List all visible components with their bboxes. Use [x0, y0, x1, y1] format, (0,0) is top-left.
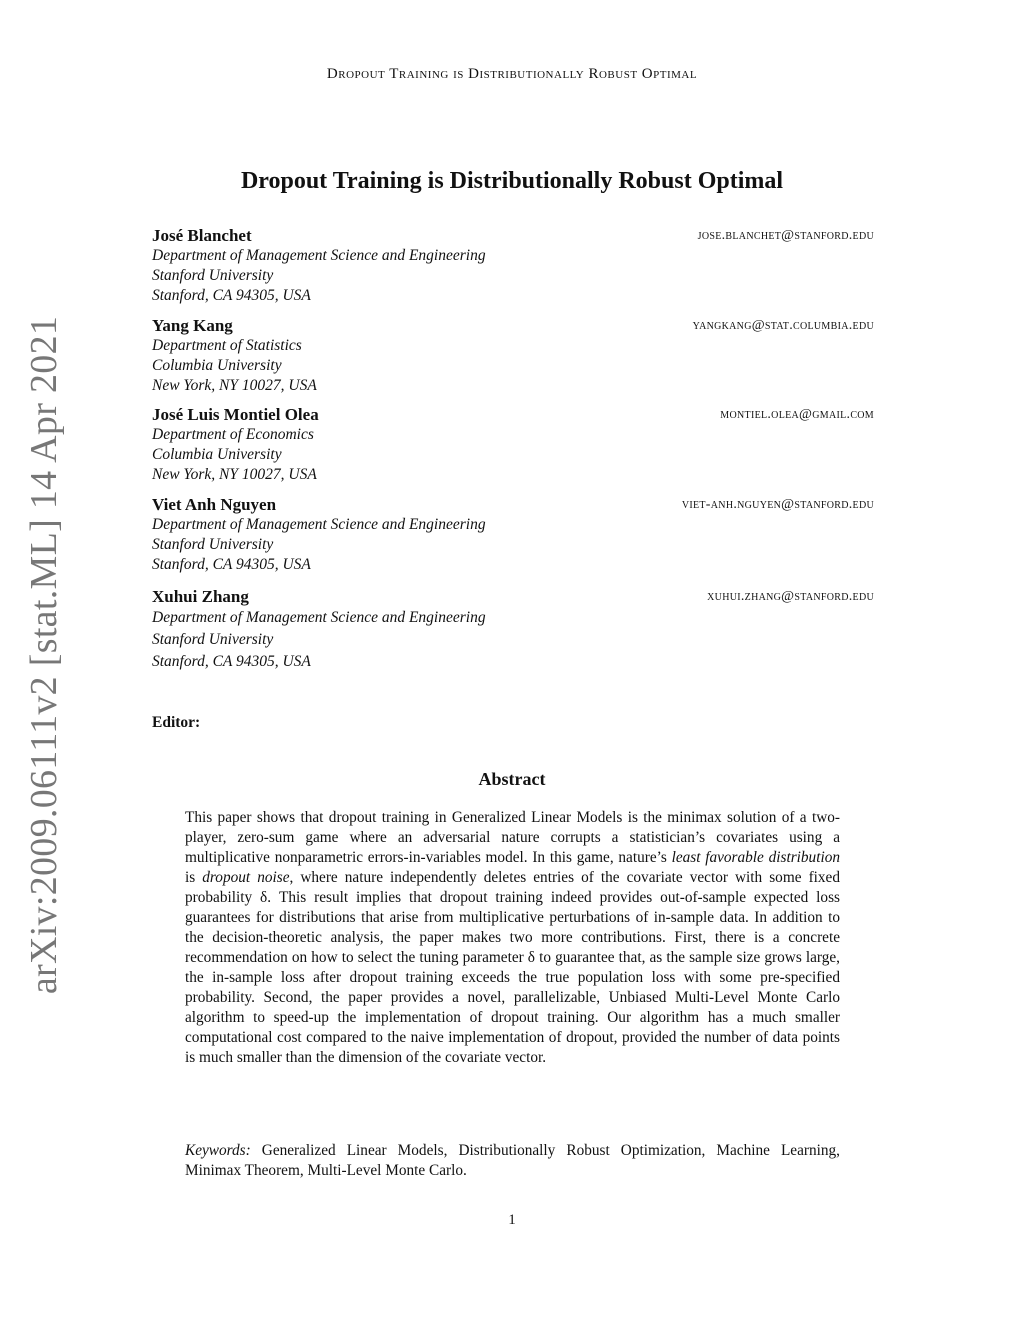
editor-label: Editor:: [152, 714, 201, 731]
author-department: Department of Statistics: [152, 337, 302, 354]
author-address: New York, NY 10027, USA: [152, 377, 317, 394]
abstract-text: This paper shows that dropout training in Generalized Linear Models is the minimax solution of a two-player, zero-sum game where an adversarial nature corrupts a statistician’s covariates using a multiplicative nonparametric errors-in-variables model. In this game, nature’s: [185, 809, 840, 866]
abstract-emphasis: dropout noise: [202, 869, 290, 886]
author-department: Department of Management Science and Engineering: [152, 609, 486, 626]
author-name: José Blanchet: [152, 226, 252, 245]
arxiv-identifier: arXiv:2009.06111v2 [stat.ML] 14 Apr 2021: [23, 315, 65, 995]
author-block: [152, 316, 874, 396]
author-institution: Stanford University: [152, 267, 274, 284]
abstract-text: , where nature independently deletes entries of the covariate vector with some fixed probability δ. This result implies that dropout training indeed provides out-of-sample expected loss guarantees for distributions that arise from multiplicative perturbations of in-sample data. In addition to the decision-theoretic analysis, the paper makes two more contributions. First, there is a concrete recommendation on how to select the tuning parameter δ to guarantee that, as the sample size grows large, the in-sample loss after dropout training exceeds the true population loss with some pre-specified probability. Second, the paper provides a novel, parallelizable, Unbiased Multi-Level Monte Carlo algorithm to speed-up the implementation of dropout training. Our algorithm has a much smaller computational cost compared to the naive implementation of dropout, provided the number of data points is much smaller than the dimension of the covariate vector.: [185, 869, 840, 1066]
abstract-emphasis: least favorable distribution: [671, 849, 840, 866]
author-name: Yang Kang: [152, 316, 233, 335]
author-block: [152, 226, 874, 306]
author-name: Viet Anh Nguyen: [152, 495, 277, 514]
author-address: Stanford, CA 94305, USA: [152, 653, 311, 670]
author-address: New York, NY 10027, USA: [152, 466, 317, 483]
author-email: montiel.olea@gmail.com: [720, 407, 874, 422]
author-block: [152, 405, 874, 485]
running-head: Dropout Training is Distributionally Robust Optimal: [326, 66, 698, 82]
abstract-heading: Abstract: [478, 769, 546, 789]
author-department: Department of Management Science and Engineering: [152, 247, 486, 264]
author-block: [152, 587, 874, 673]
paper-title: Dropout Training is Distributionally Robust Optimal: [240, 168, 784, 194]
keywords-text: Generalized Linear Models, Distributionally Robust Optimization, Machine Learning, Minimax Theorem, Multi-Level Monte Carlo.: [185, 1142, 840, 1179]
author-block: [152, 495, 874, 575]
author-department: Department of Economics: [152, 426, 314, 443]
author-name: Xuhui Zhang: [152, 587, 249, 606]
keywords: [185, 1141, 840, 1181]
author-email: yangkang@stat.columbia.edu: [692, 318, 874, 333]
keywords-label: Keywords:: [185, 1142, 251, 1159]
author-institution: Stanford University: [152, 536, 274, 553]
author-institution: Stanford University: [152, 631, 274, 648]
author-institution: Columbia University: [152, 357, 282, 374]
page-number: 1: [508, 1212, 516, 1228]
author-address: Stanford, CA 94305, USA: [152, 287, 311, 304]
author-email: viet-anh.nguyen@stanford.edu: [681, 497, 874, 512]
abstract-text: is: [185, 869, 203, 886]
author-department: Department of Management Science and Engineering: [152, 516, 486, 533]
author-email: jose.blanchet@stanford.edu: [697, 228, 874, 243]
author-email: xuhui.zhang@stanford.edu: [707, 589, 874, 604]
author-address: Stanford, CA 94305, USA: [152, 556, 311, 573]
author-name: José Luis Montiel Olea: [152, 405, 319, 424]
author-institution: Columbia University: [152, 446, 282, 463]
abstract-body: [185, 808, 840, 1068]
